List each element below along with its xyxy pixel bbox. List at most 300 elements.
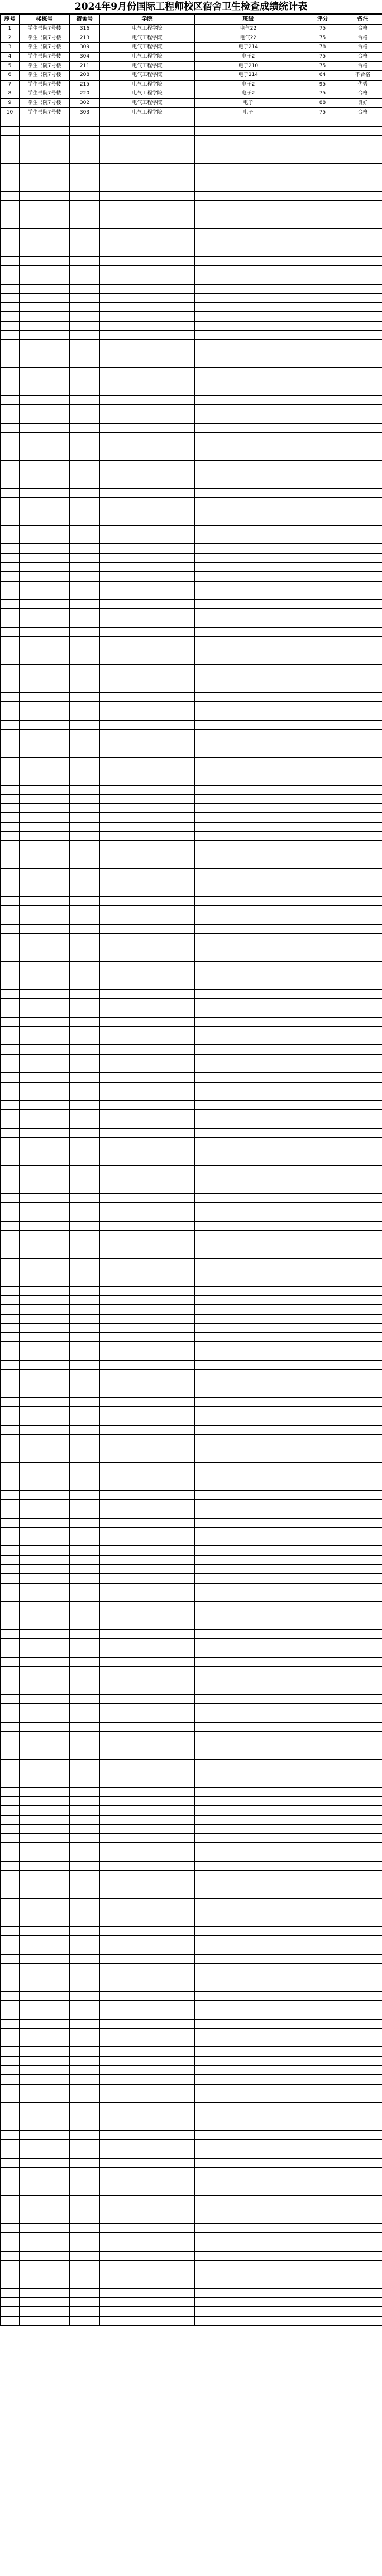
cell-class: 电子2 (195, 80, 302, 89)
table-row (1, 80, 382, 89)
cell-college (100, 1620, 195, 1630)
table-row (1, 70, 382, 80)
cell-college (100, 2130, 195, 2140)
cell-building (20, 126, 70, 136)
cell-index (1, 1073, 20, 1083)
cell-remark (343, 739, 382, 748)
cell-college (100, 572, 195, 582)
cell-class (195, 803, 302, 813)
cell-score (302, 1833, 343, 1843)
cell-college (100, 1490, 195, 1500)
cell-room (70, 1379, 100, 1388)
cell-remark: 合格 (343, 62, 382, 71)
cell-index (1, 433, 20, 442)
cell-college (100, 664, 195, 674)
cell-remark (343, 1601, 382, 1611)
cell-score (302, 117, 343, 126)
table-row (1, 739, 382, 748)
cell-class (195, 581, 302, 590)
cell-remark (343, 795, 382, 804)
cell-class (195, 2251, 302, 2261)
cell-score (302, 173, 343, 182)
cell-class (195, 1852, 302, 1861)
cell-class (195, 1546, 302, 1556)
cell-college (100, 1296, 195, 1305)
cell-room (70, 646, 100, 655)
cell-remark (343, 831, 382, 841)
cell-remark (343, 516, 382, 526)
cell-room (70, 395, 100, 405)
cell-class (195, 1861, 302, 1871)
cell-score (302, 2242, 343, 2251)
cell-room (70, 553, 100, 563)
cell-college (100, 1629, 195, 1639)
cell-index (1, 136, 20, 145)
cell-score (302, 544, 343, 554)
cell-remark (343, 1908, 382, 1917)
cell-building (20, 581, 70, 590)
cell-index (1, 999, 20, 1008)
cell-building (20, 1342, 70, 1351)
cell-class (195, 2279, 302, 2289)
cell-remark (343, 377, 382, 386)
cell-remark (343, 1324, 382, 1333)
cell-remark (343, 423, 382, 433)
cell-index (1, 887, 20, 897)
table-row (1, 266, 382, 275)
cell-remark (343, 961, 382, 971)
cell-class (195, 599, 302, 609)
cell-class (195, 1936, 302, 1945)
cell-remark (343, 358, 382, 368)
cell-score (302, 1249, 343, 1259)
cell-college (100, 1036, 195, 1045)
cell-index (1, 1713, 20, 1723)
cell-class (195, 2140, 302, 2149)
cell-index (1, 1277, 20, 1287)
cell-index: 3 (1, 43, 20, 53)
cell-room: 303 (70, 108, 100, 117)
cell-college (100, 2140, 195, 2149)
cell-room (70, 414, 100, 423)
cell-index (1, 563, 20, 572)
cell-room (70, 739, 100, 748)
cell-class (195, 1370, 302, 1379)
cell-remark (343, 275, 382, 285)
cell-class (195, 1973, 302, 1982)
cell-class (195, 1268, 302, 1277)
table-row (1, 98, 382, 108)
cell-remark (343, 526, 382, 535)
cell-building (20, 1184, 70, 1194)
cell-building (20, 674, 70, 683)
cell-score (302, 1880, 343, 1889)
cell-class (195, 535, 302, 544)
cell-room (70, 219, 100, 229)
table-row (1, 1861, 382, 1871)
cell-room (70, 1667, 100, 1676)
cell-room (70, 859, 100, 869)
cell-class (195, 1898, 302, 1908)
cell-room (70, 785, 100, 795)
cell-score (302, 1917, 343, 1927)
cell-room: 208 (70, 70, 100, 80)
cell-college (100, 1657, 195, 1667)
cell-room (70, 1676, 100, 1685)
cell-index (1, 247, 20, 257)
cell-score (302, 2233, 343, 2242)
cell-room (70, 2140, 100, 2149)
cell-remark (343, 2214, 382, 2224)
table-row (1, 878, 382, 887)
cell-index (1, 1054, 20, 1064)
cell-class (195, 841, 302, 850)
table-row (1, 43, 382, 53)
cell-score (302, 1732, 343, 1741)
cell-room (70, 2251, 100, 2261)
cell-score (302, 1193, 343, 1203)
cell-college (100, 1954, 195, 1964)
cell-building (20, 989, 70, 999)
cell-index (1, 1407, 20, 1416)
table-row (1, 1509, 382, 1519)
cell-remark (343, 312, 382, 322)
cell-index (1, 609, 20, 618)
cell-index (1, 1296, 20, 1305)
table-row (1, 2307, 382, 2317)
table-row (1, 2038, 382, 2047)
cell-score (302, 2158, 343, 2168)
cell-room (70, 823, 100, 832)
cell-building (20, 1156, 70, 1166)
cell-score (302, 1351, 343, 1360)
cell-building (20, 702, 70, 711)
cell-building (20, 813, 70, 823)
cell-room (70, 154, 100, 164)
table-row (1, 322, 382, 331)
cell-score (302, 154, 343, 164)
cell-room (70, 145, 100, 154)
cell-index (1, 1555, 20, 1564)
table-row (1, 1324, 382, 1333)
table-row (1, 2298, 382, 2307)
cell-remark (343, 173, 382, 182)
cell-score (302, 349, 343, 358)
cell-remark (343, 1639, 382, 1648)
table-row (1, 1138, 382, 1147)
cell-college (100, 126, 195, 136)
cell-remark (343, 887, 382, 897)
cell-index (1, 238, 20, 247)
cell-room (70, 590, 100, 600)
cell-score (302, 275, 343, 285)
cell-score (302, 1787, 343, 1797)
cell-score (302, 1277, 343, 1287)
cell-class (195, 1082, 302, 1091)
cell-remark (343, 1240, 382, 1249)
cell-score (302, 2316, 343, 2326)
cell-room (70, 163, 100, 173)
table-row (1, 757, 382, 767)
cell-college (100, 1741, 195, 1750)
cell-class (195, 1601, 302, 1611)
cell-index (1, 2029, 20, 2038)
table-row (1, 1964, 382, 1973)
table-row (1, 813, 382, 823)
cell-remark (343, 1082, 382, 1091)
cell-remark (343, 1871, 382, 1880)
cell-building (20, 191, 70, 201)
table-row (1, 1528, 382, 1537)
cell-index (1, 1964, 20, 1973)
cell-score (302, 2130, 343, 2140)
table-row (1, 1054, 382, 1064)
table-row (1, 646, 382, 655)
table-row (1, 1917, 382, 1927)
cell-room (70, 1778, 100, 1788)
cell-class (195, 2233, 302, 2242)
cell-remark (343, 1769, 382, 1778)
table-row (1, 275, 382, 285)
cell-college (100, 553, 195, 563)
cell-index (1, 2251, 20, 2261)
cell-room (70, 2316, 100, 2326)
cell-index (1, 1537, 20, 1546)
cell-remark (343, 1880, 382, 1889)
table-row (1, 2010, 382, 2020)
cell-score (302, 2279, 343, 2289)
cell-score (302, 1815, 343, 1825)
cell-remark (343, 2010, 382, 2020)
cell-remark (343, 2029, 382, 2038)
cell-remark (343, 1732, 382, 1741)
cell-college (100, 813, 195, 823)
cell-college (100, 1750, 195, 1760)
cell-room (70, 1091, 100, 1101)
cell-room (70, 581, 100, 590)
cell-college (100, 618, 195, 628)
cell-class (195, 163, 302, 173)
cell-room (70, 572, 100, 582)
cell-score (302, 1119, 343, 1129)
cell-remark (343, 1212, 382, 1222)
table-row (1, 2121, 382, 2131)
table-row (1, 2029, 382, 2038)
cell-room (70, 1843, 100, 1852)
cell-remark (343, 266, 382, 275)
cell-remark (343, 1017, 382, 1027)
cell-class (195, 989, 302, 999)
table-row (1, 1889, 382, 1899)
cell-remark (343, 163, 382, 173)
cell-building (20, 711, 70, 720)
cell-class (195, 1509, 302, 1519)
cell-score (302, 2214, 343, 2224)
cell-remark (343, 349, 382, 358)
cell-score (302, 1722, 343, 1732)
cell-class: 电子214 (195, 70, 302, 80)
cell-building (20, 1945, 70, 1954)
cell-room (70, 1324, 100, 1333)
table-row (1, 433, 382, 442)
cell-index (1, 674, 20, 683)
cell-class (195, 1528, 302, 1537)
cell-college (100, 544, 195, 554)
cell-index (1, 2316, 20, 2326)
cell-class (195, 1184, 302, 1194)
cell-building (20, 1231, 70, 1240)
cell-college (100, 2223, 195, 2233)
cell-score (302, 2010, 343, 2020)
cell-college (100, 395, 195, 405)
cell-college (100, 1667, 195, 1676)
cell-class (195, 2038, 302, 2047)
cell-index: 4 (1, 52, 20, 62)
cell-index (1, 1064, 20, 1073)
cell-remark (343, 1945, 382, 1954)
cell-college (100, 145, 195, 154)
cell-index (1, 1917, 20, 1927)
cell-class (195, 2158, 302, 2168)
cell-class (195, 154, 302, 164)
cell-remark (343, 294, 382, 303)
table-row (1, 126, 382, 136)
cell-remark: 合格 (343, 25, 382, 34)
cell-index (1, 1258, 20, 1268)
cell-class (195, 302, 302, 312)
cell-room (70, 720, 100, 730)
table-row (1, 1537, 382, 1546)
cell-class (195, 730, 302, 739)
cell-index (1, 1268, 20, 1277)
table-row (1, 136, 382, 145)
cell-score (302, 803, 343, 813)
cell-building: 学生书院7号楼 (20, 70, 70, 80)
cell-score (302, 219, 343, 229)
cell-remark (343, 776, 382, 786)
cell-remark (343, 1435, 382, 1444)
cell-index (1, 330, 20, 340)
cell-class (195, 126, 302, 136)
cell-index (1, 1110, 20, 1119)
cell-class (195, 442, 302, 451)
cell-index (1, 1128, 20, 1138)
cell-class (195, 637, 302, 646)
cell-class (195, 386, 302, 396)
cell-remark (343, 1592, 382, 1602)
cell-remark (343, 1156, 382, 1166)
cell-score (302, 674, 343, 683)
table-row (1, 1991, 382, 2001)
cell-building (20, 1481, 70, 1491)
cell-room (70, 609, 100, 618)
table-row (1, 395, 382, 405)
cell-room (70, 1509, 100, 1519)
cell-class (195, 1611, 302, 1620)
cell-remark (343, 1825, 382, 1834)
cell-building (20, 1416, 70, 1426)
cell-class (195, 961, 302, 971)
cell-index (1, 980, 20, 990)
cell-score (302, 2270, 343, 2279)
table-row (1, 1286, 382, 1296)
cell-class (195, 1954, 302, 1964)
cell-index (1, 934, 20, 943)
cell-class (195, 1797, 302, 1806)
cell-room: 316 (70, 25, 100, 34)
cell-college (100, 971, 195, 980)
cell-remark (343, 1128, 382, 1138)
cell-score (302, 1564, 343, 1574)
cell-building (20, 1360, 70, 1370)
table-row (1, 924, 382, 934)
cell-class (195, 173, 302, 182)
cell-score (302, 526, 343, 535)
cell-room (70, 1657, 100, 1667)
cell-remark (343, 1249, 382, 1259)
cell-building (20, 1741, 70, 1750)
cell-remark (343, 1713, 382, 1723)
cell-room (70, 1936, 100, 1945)
cell-remark (343, 451, 382, 461)
cell-score (302, 1472, 343, 1481)
cell-index (1, 1193, 20, 1203)
cell-college (100, 1639, 195, 1648)
cell-class (195, 414, 302, 423)
cell-class (195, 1045, 302, 1055)
cell-index (1, 1379, 20, 1388)
cell-score (302, 1629, 343, 1639)
cell-building (20, 1964, 70, 1973)
cell-class (195, 1304, 302, 1314)
cell-score (302, 878, 343, 887)
cell-building (20, 1973, 70, 1982)
cell-remark (343, 405, 382, 414)
cell-room (70, 1425, 100, 1435)
cell-room (70, 1713, 100, 1723)
cell-remark (343, 702, 382, 711)
cell-index (1, 2307, 20, 2317)
cell-college (100, 1360, 195, 1370)
cell-class (195, 869, 302, 878)
cell-class (195, 1064, 302, 1073)
col-header-room: 宿舍号 (70, 15, 100, 25)
cell-room (70, 1787, 100, 1797)
cell-index: 5 (1, 62, 20, 71)
cell-building (20, 1509, 70, 1519)
table-row (1, 2057, 382, 2066)
table-row (1, 1240, 382, 1249)
cell-score (302, 2177, 343, 2186)
cell-room (70, 2103, 100, 2112)
cell-class (195, 330, 302, 340)
cell-college (100, 367, 195, 377)
cell-college (100, 2195, 195, 2205)
cell-college (100, 2186, 195, 2196)
cell-room (70, 1704, 100, 1713)
cell-index (1, 154, 20, 164)
cell-college: 电气工程学院 (100, 89, 195, 99)
cell-remark (343, 1564, 382, 1574)
cell-college (100, 1815, 195, 1825)
cell-index (1, 191, 20, 201)
cell-building (20, 878, 70, 887)
cell-score (302, 386, 343, 396)
cell-remark (343, 646, 382, 655)
cell-building (20, 1036, 70, 1045)
cell-score (302, 1027, 343, 1036)
cell-room (70, 618, 100, 628)
